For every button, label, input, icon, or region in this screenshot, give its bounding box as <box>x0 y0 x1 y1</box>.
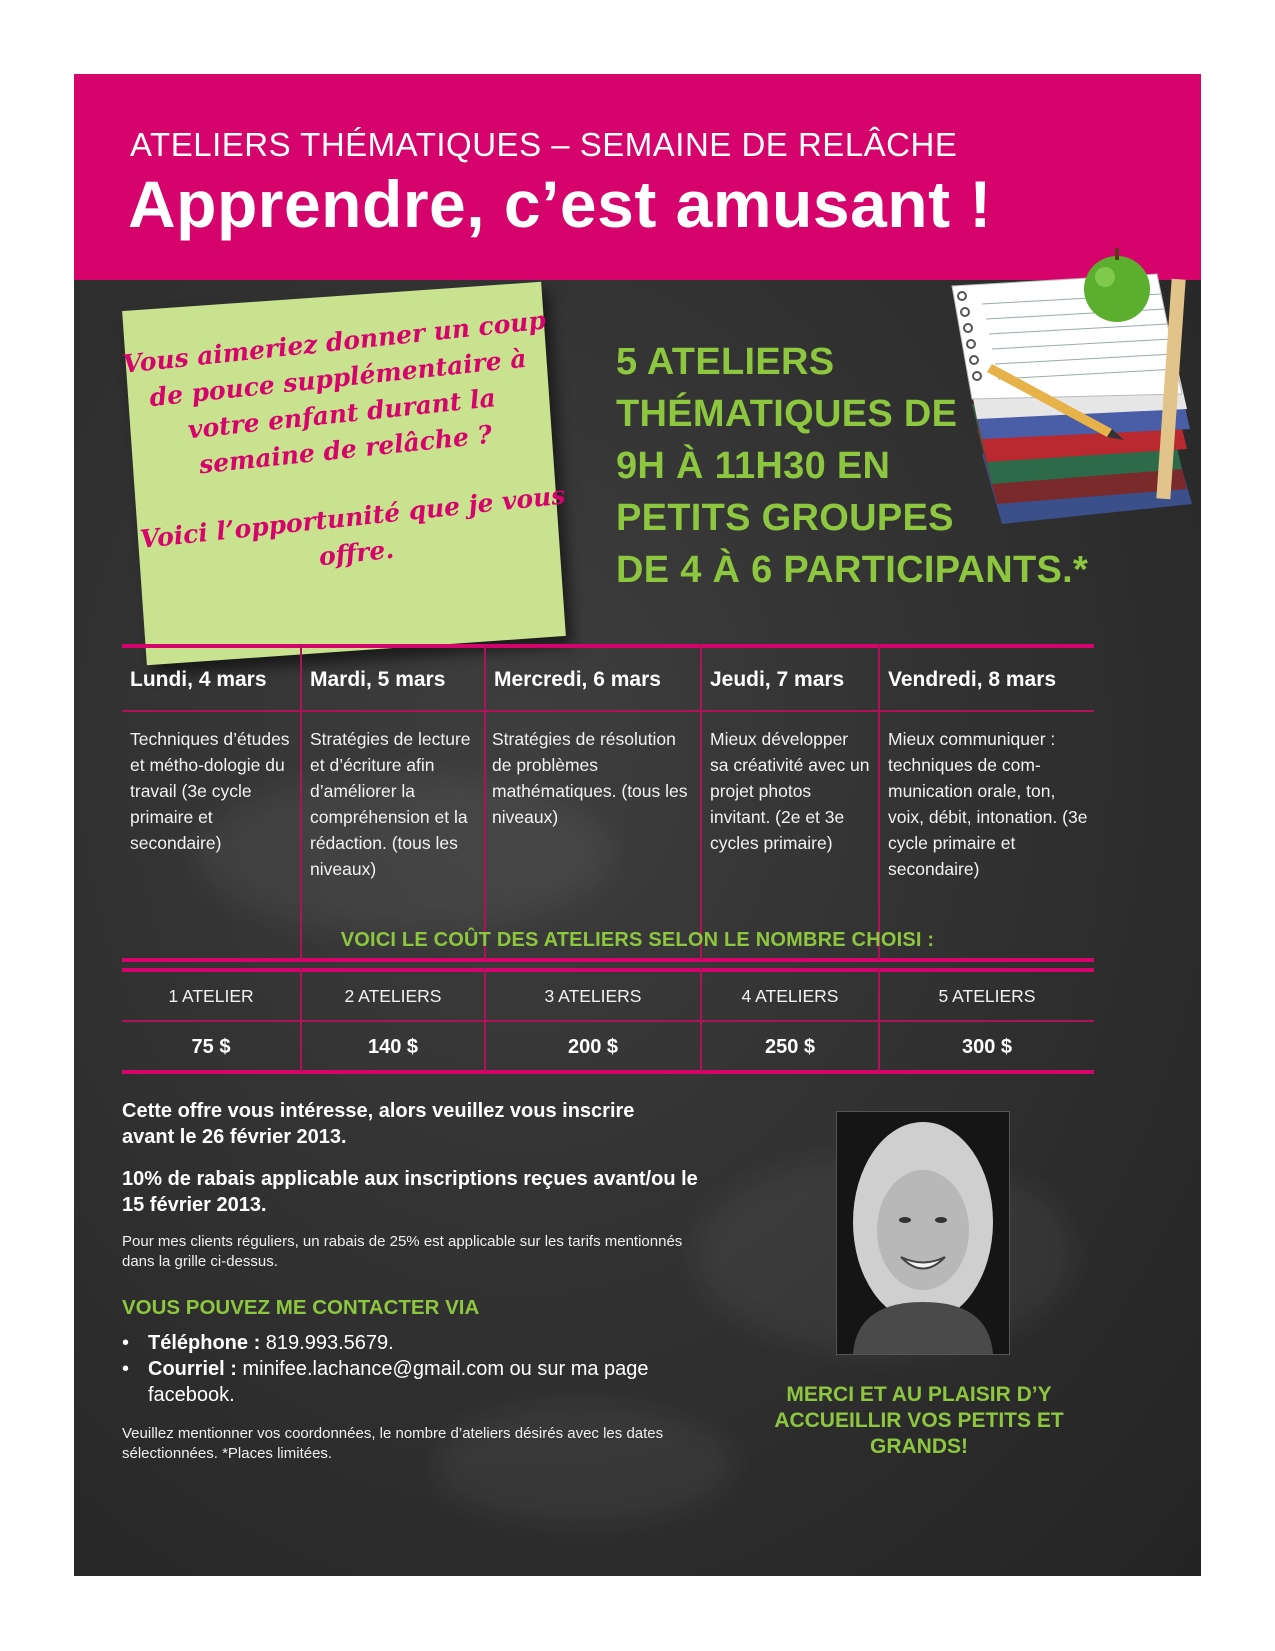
thanks-message: MERCI ET AU PLAISIR D’Y ACCUEILLIR VOS PETITS ET GRANDS! <box>774 1383 1064 1458</box>
highlight-line: DE 4 À 6 PARTICIPANTS.* <box>616 549 1089 591</box>
workshop-description: Stratégies de lecture et d’écriture afin d’améliorer la compréhension et la rédaction. (tous les niveaux) <box>310 729 471 879</box>
email-value[interactable]: minifee.lachance@gmail.com ou sur ma page facebook. <box>148 1358 649 1406</box>
price-label: 5 ATELIERS <box>938 986 1036 1006</box>
price-value: 200 $ <box>567 1036 619 1058</box>
pricing-table <box>122 968 1094 1078</box>
price-value: 140 $ <box>367 1036 419 1058</box>
workshop-description: Stratégies de résolution de problèmes mathématiques. (tous les niveaux) <box>492 729 688 827</box>
contact-note: Veuillez mentionner vos coordonnées, le nombre d’ateliers désirés avec les dates sélectionnées. *Places limitées. <box>122 1425 664 1462</box>
regular-clients-discount: Pour mes clients réguliers, un rabais de 25% est applicable sur les tarifs mentionnés dans la grille ci-dessus. <box>122 1233 683 1270</box>
sticky-note-text <box>119 302 576 625</box>
workshop-description: Techniques d’études et métho-dologie du travail (3e cycle primaire et secondaire) <box>130 729 290 853</box>
registration-deadline: Cette offre vous intéresse, alors veuillez vous inscrire avant le 26 février 2013. <box>122 1100 635 1148</box>
sticky-offer: Voici l’opportunité que je vous offre. <box>138 480 567 572</box>
portrait-icon <box>837 1112 1009 1354</box>
price-label: 1 ATELIER <box>168 986 254 1006</box>
pricing-title: VOICI LE COÛT DES ATELIERS SELON LE NOMBRE CHOISI : <box>340 929 935 951</box>
workshop-description: Mieux développer sa créativité avec un projet photos invitant. (2e et 3e cycles primaire) <box>710 729 870 853</box>
phone-value[interactable]: 819.993.5679. <box>265 1332 394 1354</box>
price-value: 75 $ <box>191 1036 231 1058</box>
phone-label: Téléphone : <box>148 1332 261 1354</box>
contact-phone-row: • Téléphone : 819.993.5679. <box>122 1332 394 1354</box>
header-headline: Apprendre, c’est amusant ! <box>128 167 992 241</box>
portrait-photo <box>836 1111 1010 1355</box>
header-kicker: ATELIERS THÉMATIQUES – SEMAINE DE RELÂCHE <box>130 126 958 163</box>
day-header-thursday: Jeudi, 7 mars <box>710 668 845 691</box>
sticky-question: Vous aimeriez donner un coup de pouce supplémentaire à votre enfant durant la semaine de relâche ? <box>121 305 548 480</box>
workshop-highlight <box>616 336 1176 596</box>
highlight-line: THÉMATIQUES DE <box>616 393 958 435</box>
contact-title: VOUS POUVEZ ME CONTACTER VIA <box>122 1296 480 1319</box>
apple-icon <box>1084 248 1150 322</box>
early-discount: 10% de rabais applicable aux inscriptions reçues avant/ou le 15 février 2013. <box>122 1168 698 1216</box>
highlight-line: 9H À 11H30 EN <box>616 445 891 487</box>
price-label: 3 ATELIERS <box>544 986 642 1006</box>
highlight-line: 5 ATELIERS <box>616 341 835 383</box>
price-value: 250 $ <box>764 1036 816 1058</box>
price-label: 2 ATELIERS <box>344 986 442 1006</box>
day-header-friday: Vendredi, 8 mars <box>888 668 1057 691</box>
schedule-table <box>122 644 1094 964</box>
price-value: 300 $ <box>961 1036 1013 1058</box>
flyer <box>74 74 1201 1576</box>
workshop-description: Mieux communiquer : techniques de com-munication orale, ton, voix, débit, intonation. (3e cycle primaire et secondaire) <box>888 729 1088 879</box>
day-header-tuesday: Mardi, 5 mars <box>310 668 446 691</box>
day-header-wednesday: Mercredi, 6 mars <box>494 668 661 691</box>
contact-email-row: • Courriel : minifee.lachance@gmail.com ou sur ma page facebook. <box>122 1358 649 1406</box>
price-label: 4 ATELIERS <box>741 986 839 1006</box>
email-label: Courriel : <box>148 1358 237 1380</box>
day-header-monday: Lundi, 4 mars <box>130 668 267 691</box>
highlight-line: PETITS GROUPES <box>616 497 954 539</box>
contact-list <box>122 1330 702 1408</box>
